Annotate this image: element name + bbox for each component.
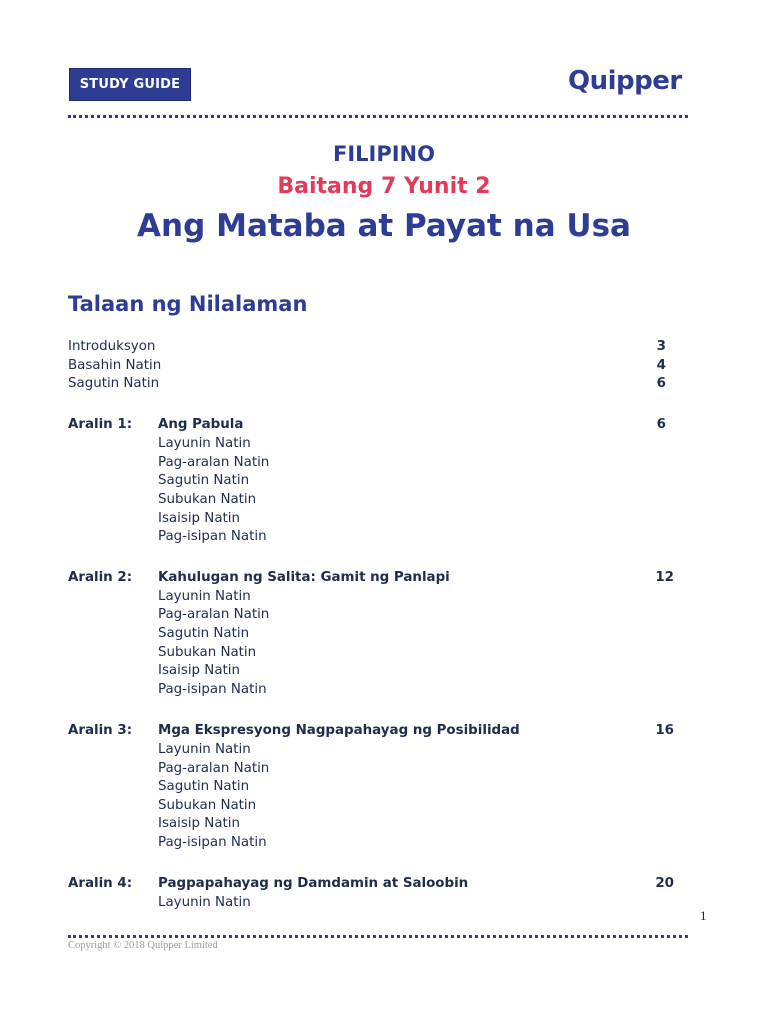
lesson-page: 6 <box>656 417 666 432</box>
lesson-subsection: Pag-isipan Natin <box>158 682 267 697</box>
lesson-label: Aralin 4: <box>68 876 133 891</box>
lesson-subsection: Layunin Natin <box>158 895 251 910</box>
lesson-subsection: Sagutin Natin <box>158 473 250 488</box>
lesson-subsection: Pag-isipan Natin <box>158 835 267 850</box>
page-number: 1 <box>700 908 707 923</box>
lesson-subsection: Isaisip Natin <box>158 663 240 678</box>
lesson-subsection: Layunin Natin <box>158 589 251 604</box>
quipper-logo: Quipper <box>568 66 682 96</box>
toc-entry-label: Sagutin Natin <box>68 376 160 391</box>
lesson-title: Mga Ekspresyong Nagpapahayag ng Posibilidad <box>158 723 520 738</box>
lesson-title: Ang Pabula <box>158 417 244 432</box>
top-dotted-divider <box>68 115 688 118</box>
study-guide-badge: STUDY GUIDE <box>69 68 191 101</box>
lesson-page: 16 <box>655 723 674 738</box>
toc-entry-label: Basahin Natin <box>68 358 162 373</box>
lesson-label: Aralin 1: <box>68 417 133 432</box>
lesson-label: Aralin 2: <box>68 570 133 585</box>
bottom-dotted-divider <box>68 935 688 938</box>
lesson-subsection: Layunin Natin <box>158 436 251 451</box>
lesson-label: Aralin 3: <box>68 723 133 738</box>
lesson-title: Pagpapahayag ng Damdamin at Saloobin <box>158 876 469 891</box>
lesson-subsection: Layunin Natin <box>158 742 251 757</box>
toc-heading: Talaan ng Nilalaman <box>68 292 308 316</box>
lesson-page: 12 <box>655 570 674 585</box>
lesson-page: 20 <box>655 876 674 891</box>
subject-title: FILIPINO <box>333 142 435 166</box>
toc-entry-label: Introduksyon <box>68 339 156 354</box>
lesson-subsection: Isaisip Natin <box>158 511 240 526</box>
toc-entry-page: 6 <box>656 376 666 391</box>
lesson-subsection: Pag-aralan Natin <box>158 455 270 470</box>
copyright-notice: Copyright © 2018 Quipper Limited <box>68 940 218 951</box>
lesson-subsection: Subukan Natin <box>158 492 257 507</box>
lesson-subsection: Pag-isipan Natin <box>158 529 267 544</box>
lesson-subsection: Isaisip Natin <box>158 816 240 831</box>
lesson-title: Kahulugan ng Salita: Gamit ng Panlapi <box>158 570 450 585</box>
toc-entry-page: 4 <box>656 358 666 373</box>
lesson-subsection: Subukan Natin <box>158 798 257 813</box>
lesson-subsection: Pag-aralan Natin <box>158 761 270 776</box>
lesson-subsection: Sagutin Natin <box>158 626 250 641</box>
grade-unit-title: Baitang 7 Yunit 2 <box>277 174 491 199</box>
lesson-subsection: Subukan Natin <box>158 645 257 660</box>
toc-entry-page: 3 <box>656 339 666 354</box>
document-title: Ang Mataba at Payat na Usa <box>137 208 631 244</box>
lesson-subsection: Pag-aralan Natin <box>158 607 270 622</box>
lesson-subsection: Sagutin Natin <box>158 779 250 794</box>
